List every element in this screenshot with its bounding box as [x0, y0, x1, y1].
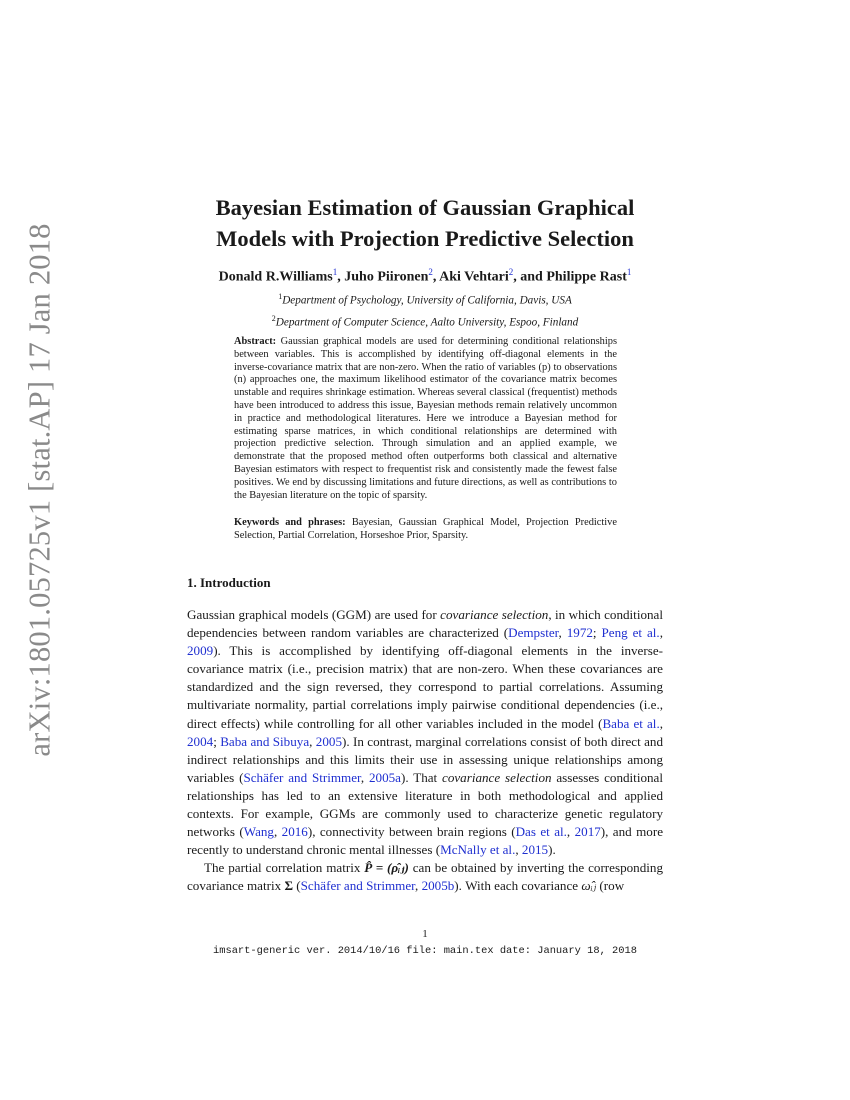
text-run: ; — [213, 733, 221, 749]
text-run: , — [659, 715, 663, 731]
text-run: The partial correlation matrix — [204, 860, 365, 876]
paragraph-2 — [187, 859, 663, 895]
text-run: ). — [548, 842, 556, 858]
title-line-1: Bayesian Estimation of Gaussian Graphical — [215, 195, 635, 220]
text-run: ). That — [400, 769, 443, 785]
affiliation-2 — [150, 312, 700, 330]
abstract-text: Gaussian graphical models are used for determining conditional relationships between variables. This is accomplished by identifying off-diagonal elements in the inverse-covariance matrix that are non-zero. When the ratio of variables (p) to observations (n) approaches one, the maximum likelihood estimator of the covariance matrix becomes unstable and requires shrinkage estimation. Whereas several classical (frequentist) methods have been introduced to address this issue, Bayesian methods remain relatively uncommon in practice and methodological literatures. Here we introduce a Bayesian method for estimating sparse matrices, in which conditional relationships are determined with projection predictive selection. Through simulation and an applied example, we demonstrate that the proposed method often outperforms both classical and alternative Bayesian estimators with respect to frequentist risk and consistently made the fewest false positives. We end by discussing limitations and future directions, as well as contributions to the Bayesian literature on the topic of sparsity. — [234, 336, 617, 501]
citation-link[interactable]: 2005a — [368, 769, 401, 785]
author-name: Philippe Rast — [546, 269, 627, 285]
text-run: (row — [596, 878, 625, 894]
citation-link[interactable]: 2009 — [187, 643, 214, 659]
citation-link[interactable]: 2016 — [281, 824, 308, 840]
page-number: 1 — [422, 928, 428, 940]
text-run: , — [558, 625, 567, 641]
author-affil-mark[interactable]: 1 — [626, 267, 632, 277]
text-run: , — [360, 769, 369, 785]
text-run: ; — [592, 625, 602, 641]
citation-link[interactable]: Baba and Sibuya — [220, 733, 310, 749]
citation-link[interactable]: Das et al. — [515, 824, 567, 840]
title-line-2: Models with Projection Predictive Selection — [216, 226, 634, 251]
citation-link[interactable]: Peng et al. — [601, 625, 660, 641]
citation-link[interactable]: 2015 — [521, 842, 549, 858]
citation-link[interactable]: 2005 — [315, 733, 342, 749]
text-run: , — [515, 842, 522, 858]
emphasis: covariance selection — [442, 769, 552, 785]
citation-link[interactable]: McNally et al. — [440, 842, 516, 858]
paragraph-1 — [187, 606, 663, 859]
text-run: ). This is accomplished by identifying off-diagonal elements in the inverse-covariance matrix (i.e., precision matrix) that are non-zero. When these covariances are standardized and the sign reversed, they correspond to partial correlations. Assuming multivariate normality, partial correlations imply pairwise conditional dependencies (i.e., direct effects) while controlling for all other variables included in the model ( — [187, 643, 663, 731]
citation-link[interactable]: 1972 — [566, 625, 593, 641]
citation-link[interactable]: Schäfer and Strimmer — [300, 878, 416, 894]
body-text — [187, 606, 663, 896]
footer-line: imsart-generic ver. 2014/10/16 file: main.tex date: January 18, 2018 — [212, 945, 637, 957]
affiliation-text: Department of Computer Science, Aalto University, Espoo, Finland — [275, 316, 579, 329]
citation-link[interactable]: 2004 — [187, 733, 214, 749]
text-run: ). In contrast, marginal correlations consist of both direct and indirect relationships and this limits their use in assessing unique relationships among variables ( — [187, 733, 663, 785]
author-name: Aki Vehtari — [439, 269, 509, 285]
citation-link[interactable]: Baba et al. — [602, 715, 660, 731]
author-list — [150, 263, 700, 287]
text-run: , — [566, 824, 575, 840]
affiliation-1 — [150, 290, 700, 308]
affiliation-mark: 2 — [271, 314, 276, 323]
author-affil-mark[interactable]: 1 — [332, 267, 338, 277]
affiliation-mark: 1 — [278, 292, 283, 301]
keywords — [234, 517, 617, 543]
author-separator: , and — [513, 269, 547, 285]
citation-link[interactable]: Schäfer and Strimmer — [243, 769, 361, 785]
text-run: ), connectivity between brain regions ( — [307, 824, 516, 840]
abstract-label: Abstract: — [234, 336, 277, 347]
citation-link[interactable]: 2017 — [574, 824, 601, 840]
keywords-text: Bayesian, Gaussian Graphical Model, Projection Predictive Selection, Partial Correlation, Horseshoe Prior, Sparsity. — [234, 517, 617, 541]
text-run: ). With each covariance — [454, 878, 582, 894]
author-separator: , — [337, 269, 345, 285]
text-run: , — [273, 824, 282, 840]
math-sigma: Σ — [284, 878, 293, 894]
text-run: , — [415, 878, 422, 894]
text-run: can be obtained by inverting the corresponding covariance matrix — [187, 860, 663, 894]
arxiv-stamp-text: arXiv:1801.05725v1 [stat.AP] 17 Jan 2018 — [22, 223, 57, 757]
math-partial-correlation: P̂ = (ρ̂ᵢⱼ) — [364, 860, 409, 876]
section-heading: 1. Introduction — [187, 575, 271, 590]
text-run: , — [309, 733, 316, 749]
paper-title — [150, 192, 700, 254]
text-run: , in which conditional dependencies between random variables are characterized ( — [187, 607, 664, 641]
author-affil-mark[interactable]: 2 — [428, 267, 433, 277]
author-affil-mark[interactable]: 2 — [508, 267, 514, 277]
math-omega: ω̂ᵢⱼ — [581, 878, 597, 894]
keywords-label: Keywords and phrases: — [234, 517, 346, 528]
citation-link[interactable]: Dempster — [508, 625, 559, 641]
author-name: Juho Piironen — [344, 269, 429, 285]
citation-link[interactable]: Wang — [243, 824, 274, 840]
affiliation-text: Department of Psychology, University of California, Davis, USA — [282, 294, 572, 307]
author-name: Donald R.Williams — [218, 269, 333, 285]
abstract — [234, 336, 617, 502]
citation-link[interactable]: 2005b — [421, 878, 455, 894]
text-run: assesses conditional relationships has led to an extensive literature in both methodological and applied contexts. For example, GGMs are commonly used to characterize genetic regulatory networks ( — [187, 769, 663, 840]
text-run: Gaussian graphical models (GGM) are used for — [187, 607, 441, 622]
text-run: ( — [293, 878, 301, 894]
text-run: ), and more recently to understand chronic mental illnesses ( — [187, 824, 664, 858]
text-run: , — [659, 625, 663, 641]
author-separator: , — [432, 269, 440, 285]
emphasis: covariance selection — [440, 607, 549, 622]
